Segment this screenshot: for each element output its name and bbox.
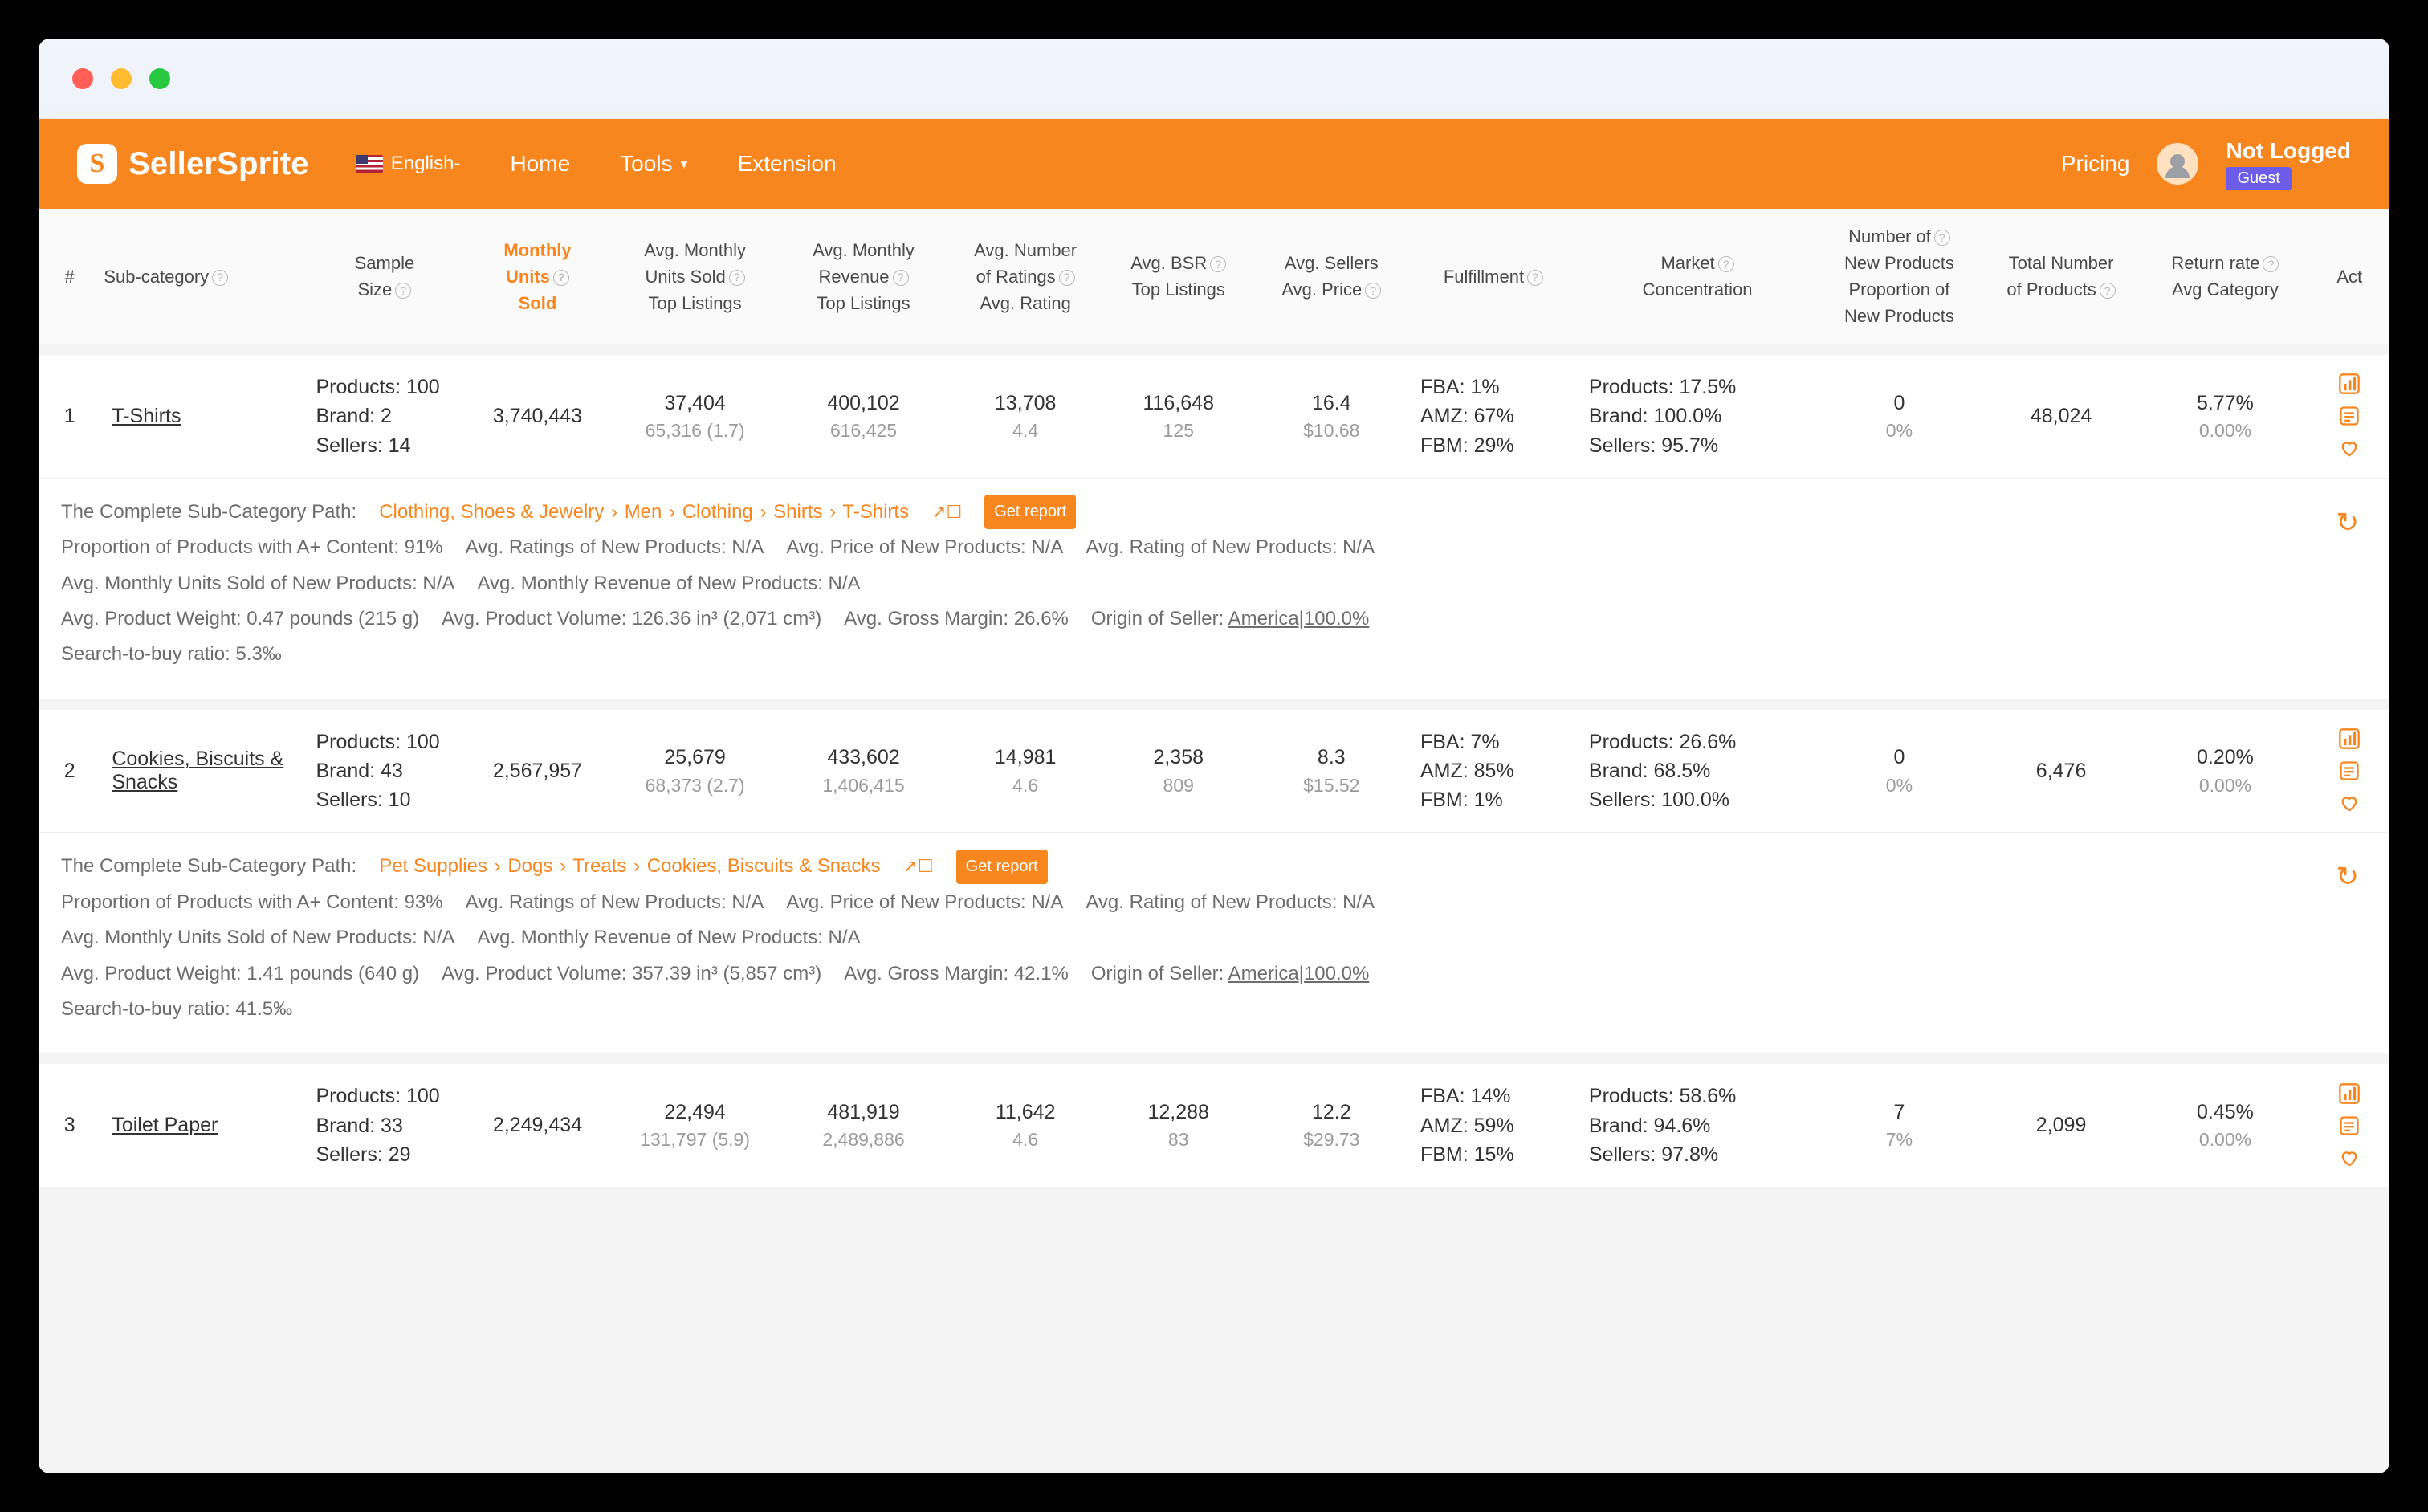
- nav-item-extension-label: Extension: [737, 151, 837, 176]
- row-new-products: 0 0%: [1817, 704, 1981, 833]
- fact: Avg. Product Weight: 0.47 pounds (215 g): [61, 607, 420, 630]
- col-avg-number-of-ratings: Avg. Number of Ratings ? Avg. Rating: [947, 209, 1102, 349]
- chevron-down-icon: ▾: [680, 155, 688, 172]
- fact: Avg. Monthly Units Sold of New Products: N/A: [61, 927, 455, 949]
- fact: Avg. Ratings of New Products: N/A: [465, 890, 764, 913]
- subcategory-link[interactable]: Toilet Paper: [112, 1114, 218, 1137]
- detail-facts-line-4: [61, 637, 2367, 672]
- main-content: [39, 209, 2389, 1473]
- table-row[interactable]: [39, 349, 2389, 478]
- get-report-button[interactable]: Get report: [984, 495, 1076, 529]
- row-avg-sellers: 16.4 $10.68: [1254, 349, 1409, 478]
- row-market-concentration: Products: 58.6% Brand: 94.6% Sellers: 97.8%: [1578, 1058, 1817, 1187]
- row-market-concentration: Products: 17.5% Brand: 100.0% Sellers: 95.7%: [1578, 349, 1817, 478]
- nav-item-extension[interactable]: [738, 151, 837, 177]
- share-icon[interactable]: ↗☐: [931, 501, 963, 522]
- get-report-button[interactable]: Get report: [956, 850, 1048, 884]
- language-label: English-: [390, 153, 461, 174]
- fact: Avg. Monthly Revenue of New Products: N/A: [477, 927, 861, 949]
- help-icon[interactable]: ?: [212, 270, 228, 286]
- row-new-products: 0 0%: [1817, 349, 1981, 478]
- detail-facts-line-3: [61, 956, 2367, 992]
- row-total-products: 48,024: [1982, 349, 2141, 478]
- row-fulfillment: FBA: 7% AMZ: 85% FBM: 1%: [1409, 704, 1578, 833]
- share-icon[interactable]: ↗☐: [902, 856, 934, 877]
- row-avg-bsr: 12,288 83: [1103, 1058, 1254, 1187]
- maximize-window-button[interactable]: [149, 68, 170, 89]
- browser-window: [39, 39, 2389, 1473]
- help-icon[interactable]: ?: [2263, 256, 2279, 272]
- brand-logo[interactable]: [77, 144, 309, 184]
- breadcrumb[interactable]: Clothing: [682, 500, 753, 523]
- detail-path-line: The Complete Sub-Category Path: Clothing, Shoes & Jewelry › Men › Clothing › Shirts › T-Shirts ↗☐ Get report: [61, 495, 2367, 530]
- nav-links: [510, 151, 836, 177]
- col-avg-sellers: Avg. Sellers Avg. Price ?: [1254, 209, 1409, 349]
- help-icon[interactable]: ?: [1718, 256, 1734, 272]
- chart-icon[interactable]: [2338, 727, 2361, 750]
- col-avg-monthly-units-sold: Avg. Monthly Units Sold ? Top Listings: [611, 209, 780, 349]
- breadcrumb[interactable]: Dogs: [507, 855, 553, 878]
- fact: Proportion of Products with A+ Content: 93%: [61, 890, 443, 913]
- subcategory-table: [39, 209, 2389, 1187]
- row-return-rate: 0.45% 0.00%: [2141, 1058, 2310, 1187]
- detail-facts-line-1: [61, 530, 2367, 565]
- col-total-products: Total Number of Products ?: [1982, 209, 2141, 349]
- help-icon[interactable]: ?: [1527, 270, 1543, 286]
- col-new-products: Number of ? New Products Proportion of New Products: [1817, 209, 1981, 349]
- heart-icon[interactable]: [2338, 437, 2361, 459]
- row-monthly-units-sold: 2,249,434: [464, 1058, 610, 1187]
- detail-facts-line-3: [61, 601, 2367, 637]
- row-avg-monthly-units-sold: 22,494 131,797 (5.9): [611, 1058, 780, 1187]
- row-total-products: 6,476: [1982, 704, 2141, 833]
- col-sample-size: Sample Size ?: [304, 209, 464, 349]
- col-return-rate: Return rate ? Avg Category: [2141, 209, 2310, 349]
- list-icon[interactable]: [2338, 760, 2361, 782]
- help-icon[interactable]: ?: [1934, 230, 1950, 246]
- row-market-concentration: Products: 26.6% Brand: 68.5% Sellers: 100.0%: [1578, 704, 1817, 833]
- row-total-products: 2,099: [1982, 1058, 2141, 1187]
- row-monthly-units-sold: 3,740,443: [464, 349, 610, 478]
- row-return-rate: 5.77% 0.00%: [2141, 349, 2310, 478]
- nav-item-home[interactable]: [510, 151, 570, 177]
- table-header: [39, 209, 2389, 349]
- row-actions: [2309, 349, 2389, 478]
- fact: Avg. Ratings of New Products: N/A: [465, 536, 764, 559]
- origin-value: America|100.0%: [1228, 962, 1370, 984]
- window-titlebar: [39, 39, 2389, 119]
- breadcrumb[interactable]: Pet Supplies: [379, 855, 487, 878]
- row-fulfillment: FBA: 1% AMZ: 67% FBM: 29%: [1409, 349, 1578, 478]
- detail-facts-line-1: [61, 885, 2367, 920]
- chart-icon[interactable]: [2338, 373, 2361, 395]
- list-icon[interactable]: [2338, 1115, 2361, 1137]
- row-number: 3: [39, 1058, 100, 1187]
- row-avg-monthly-revenue: 400,102 616,425: [780, 349, 948, 478]
- row-avg-sellers: 12.2 $29.73: [1254, 1058, 1409, 1187]
- list-icon[interactable]: [2338, 405, 2361, 427]
- col-act: Act: [2309, 209, 2389, 349]
- help-icon[interactable]: ?: [893, 270, 909, 286]
- row-avg-bsr: 2,358 809: [1103, 704, 1254, 833]
- fact: Avg. Product Weight: 1.41 pounds (640 g): [61, 962, 420, 984]
- col-num: #: [39, 209, 100, 349]
- row-avg-sellers: 8.3 $15.52: [1254, 704, 1409, 833]
- row-avg-ratings: 11,642 4.6: [947, 1058, 1102, 1187]
- refresh-icon[interactable]: ↻: [2336, 507, 2359, 538]
- fact: Search-to-buy ratio: 41.5‰: [61, 998, 293, 1021]
- subcategory-link[interactable]: T-Shirts: [112, 404, 181, 427]
- sellersprite-logo-icon: S: [77, 144, 117, 184]
- row-actions: [2309, 1058, 2389, 1187]
- fact: Avg. Gross Margin: 42.1%: [844, 962, 1069, 984]
- row-avg-monthly-units-sold: 25,679 68,373 (2.7): [611, 704, 780, 833]
- breadcrumb[interactable]: Clothing, Shoes & Jewelry: [379, 500, 605, 523]
- help-icon[interactable]: ?: [1365, 283, 1381, 299]
- nav-item-tools-label: Tools: [620, 151, 673, 176]
- user-status-label: Not Logged: [2226, 137, 2351, 163]
- fact: Proportion of Products with A+ Content: 91%: [61, 536, 443, 559]
- row-fulfillment: FBA: 14% AMZ: 59% FBM: 15%: [1409, 1058, 1578, 1187]
- top-navigation-bar: [39, 119, 2389, 209]
- col-fulfillment: Fulfillment ?: [1409, 209, 1578, 349]
- help-icon[interactable]: ?: [729, 270, 745, 286]
- detail-facts-line-2: [61, 566, 2367, 601]
- breadcrumb[interactable]: Shirts: [773, 500, 823, 523]
- fact: Avg. Price of New Products: N/A: [786, 890, 1064, 913]
- row-sample-size: Products: 100 Brand: 43 Sellers: 10: [304, 704, 464, 833]
- row-sample-size: Products: 100 Brand: 2 Sellers: 14: [304, 349, 464, 478]
- row-number: 2: [39, 704, 100, 833]
- col-market-concentration: Market ? Concentration: [1578, 209, 1817, 349]
- pricing-link[interactable]: Pricing: [2060, 151, 2130, 176]
- row-avg-monthly-revenue: 433,602 1,406,415: [780, 704, 948, 833]
- help-icon[interactable]: ?: [1210, 256, 1226, 272]
- row-avg-monthly-revenue: 481,919 2,489,886: [780, 1058, 948, 1187]
- fact: Avg. Product Volume: 126.36 in³ (2,071 cm³): [442, 607, 822, 630]
- row-sample-size: Products: 100 Brand: 33 Sellers: 29: [304, 1058, 464, 1187]
- minimize-window-button[interactable]: [111, 68, 132, 89]
- path-label: The Complete Sub-Category Path:: [61, 500, 357, 523]
- fact: Avg. Rating of New Products: N/A: [1086, 890, 1375, 913]
- row-actions: [2309, 704, 2389, 833]
- origin-label: Origin of Seller:: [1090, 607, 1224, 630]
- brand-name: SellerSprite: [128, 145, 309, 181]
- help-icon[interactable]: ?: [2100, 283, 2116, 299]
- fact: Avg. Monthly Revenue of New Products: N/A: [477, 572, 861, 594]
- breadcrumb[interactable]: Treats: [572, 855, 627, 878]
- user-status-block[interactable]: [2226, 138, 2351, 190]
- subcategory-link[interactable]: Cookies, Biscuits & Snacks: [112, 748, 284, 794]
- col-avg-monthly-revenue: Avg. Monthly Revenue ? Top Listings: [780, 209, 948, 349]
- user-avatar-icon: [2157, 143, 2198, 185]
- detail-facts-line-2: [61, 920, 2367, 956]
- breadcrumb[interactable]: T-Shirts: [842, 500, 910, 523]
- table-row[interactable]: [39, 1058, 2389, 1187]
- table-row[interactable]: [39, 704, 2389, 833]
- col-subcategory: Sub-category ?: [100, 209, 304, 349]
- table-body: [39, 349, 2389, 1187]
- help-icon[interactable]: ?: [395, 283, 411, 299]
- heart-icon[interactable]: [2338, 792, 2361, 814]
- help-icon[interactable]: ?: [1059, 270, 1075, 286]
- us-flag-icon: [356, 155, 383, 173]
- breadcrumb[interactable]: Cookies, Biscuits & Snacks: [646, 855, 881, 878]
- detail-facts-line-4: [61, 992, 2367, 1027]
- fact: Avg. Gross Margin: 26.6%: [844, 607, 1069, 630]
- chart-icon[interactable]: [2338, 1082, 2361, 1105]
- row-subcategory[interactable]: [100, 1058, 304, 1187]
- nav-item-home-label: Home: [510, 151, 571, 176]
- fact: Avg. Price of New Products: N/A: [786, 536, 1064, 559]
- avatar[interactable]: [2157, 143, 2198, 185]
- nav-item-tools[interactable]: [620, 151, 687, 177]
- heart-icon[interactable]: [2338, 1147, 2361, 1169]
- row-avg-ratings: 13,708 4.4: [947, 349, 1102, 478]
- fact: Avg. Product Volume: 357.39 in³ (5,857 cm³): [442, 962, 822, 984]
- row-number: 1: [39, 349, 100, 478]
- close-window-button[interactable]: [72, 68, 93, 89]
- row-subcategory[interactable]: [100, 349, 304, 478]
- row-avg-monthly-units-sold: 37,404 65,316 (1.7): [611, 349, 780, 478]
- col-monthly-units-sold[interactable]: Monthly Units ? Sold: [464, 209, 610, 349]
- row-return-rate: 0.20% 0.00%: [2141, 704, 2310, 833]
- row-detail-panel: [39, 832, 2389, 1058]
- help-icon[interactable]: ?: [553, 270, 569, 286]
- row-new-products: 7 7%: [1817, 1058, 1981, 1187]
- status-badge: Guest: [2226, 167, 2291, 190]
- refresh-icon[interactable]: ↻: [2336, 862, 2359, 893]
- col-avg-bsr: Avg. BSR ? Top Listings: [1103, 209, 1254, 349]
- row-avg-ratings: 14,981 4.6: [947, 704, 1102, 833]
- fact: Avg. Monthly Units Sold of New Products: N/A: [61, 572, 455, 594]
- path-label: The Complete Sub-Category Path:: [61, 855, 357, 878]
- row-subcategory[interactable]: [100, 704, 304, 833]
- row-avg-bsr: 116,648 125: [1103, 349, 1254, 478]
- origin-value: America|100.0%: [1228, 607, 1370, 630]
- origin-label: Origin of Seller:: [1090, 962, 1224, 984]
- nav-right-section: [2061, 138, 2351, 190]
- language-selector[interactable]: [356, 153, 461, 175]
- breadcrumb[interactable]: Men: [624, 500, 662, 523]
- row-detail-panel: [39, 478, 2389, 704]
- row-monthly-units-sold: 2,567,957: [464, 704, 610, 833]
- fact: Avg. Rating of New Products: N/A: [1086, 536, 1375, 559]
- detail-path-line: The Complete Sub-Category Path: Pet Supplies › Dogs › Treats › Cookies, Biscuits & Snacks ↗☐ Get report: [61, 849, 2367, 884]
- fact: Search-to-buy ratio: 5.3‰: [61, 643, 282, 666]
